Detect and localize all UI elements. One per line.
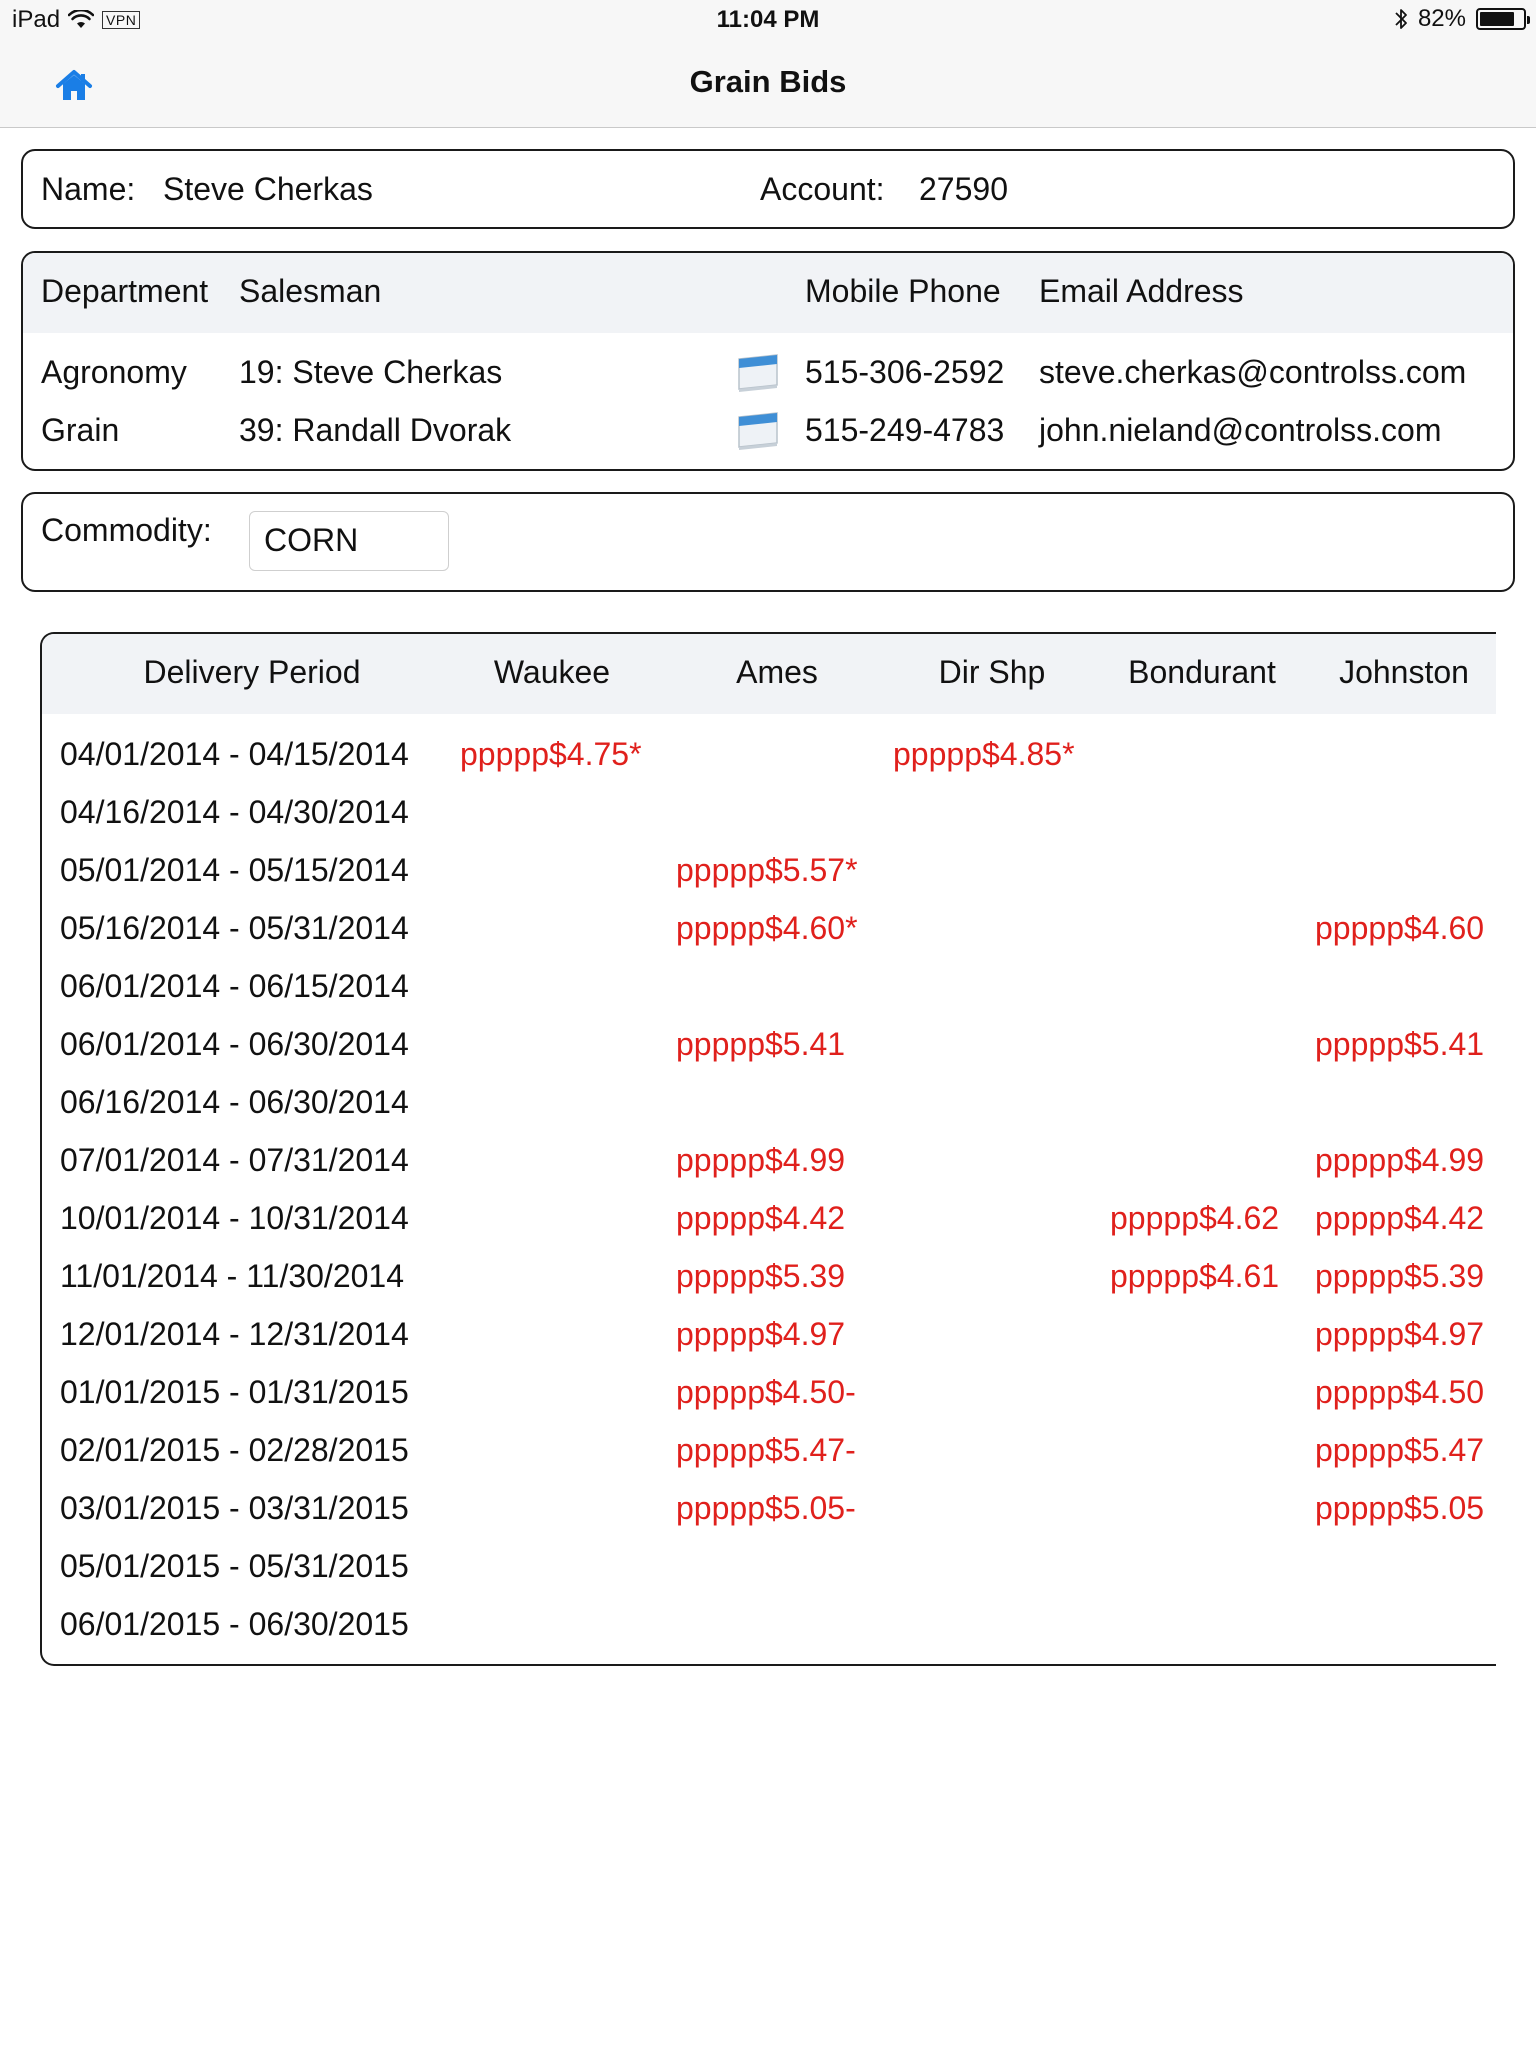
battery-icon (1476, 8, 1526, 30)
bid-price-johnston: ppppp$4.42 (1315, 1200, 1485, 1236)
contact-department: Agronomy (41, 354, 187, 390)
bid-price-ames: ppppp$4.50- (676, 1374, 856, 1410)
commodity-selector[interactable]: CORN (249, 511, 449, 571)
table-row[interactable] (42, 1430, 1496, 1488)
bid-price-johnston: ppppp$5.47 (1315, 1432, 1485, 1468)
column-header-waukee: Waukee (493, 654, 611, 690)
bid-price-johnston: ppppp$5.41 (1315, 1026, 1485, 1062)
bid-price-johnston: ppppp$4.97 (1315, 1316, 1485, 1352)
contact-email[interactable]: steve.cherkas@controlss.com (1039, 354, 1467, 390)
bid-price-ames: ppppp$5.05- (676, 1490, 856, 1526)
table-row[interactable] (42, 1140, 1496, 1198)
contact-mobile[interactable]: 515-249-4783 (805, 412, 1005, 448)
delivery-period-cell: 06/01/2014 - 06/30/2014 (60, 1026, 409, 1062)
table-row[interactable] (42, 1372, 1496, 1430)
delivery-period-cell: 06/01/2015 - 06/30/2015 (60, 1606, 409, 1642)
delivery-period-cell: 10/01/2014 - 10/31/2014 (60, 1200, 409, 1236)
contact-card-icon[interactable] (736, 410, 780, 450)
bid-price-johnston: ppppp$4.99 (1315, 1142, 1485, 1178)
bid-price-ames: ppppp$5.41 (676, 1026, 846, 1062)
status-time: 11:04 PM (716, 6, 820, 33)
table-row[interactable] (42, 1604, 1496, 1662)
column-header-ames: Ames (736, 654, 818, 690)
table-row[interactable] (42, 792, 1496, 850)
table-row[interactable] (42, 1082, 1496, 1140)
header-salesman: Salesman (239, 273, 382, 309)
table-row[interactable] (42, 1546, 1496, 1604)
table-row[interactable] (42, 734, 1496, 792)
bid-price-johnston: ppppp$5.05 (1315, 1490, 1485, 1526)
account-label: Account: (760, 171, 885, 207)
contact-card-icon[interactable] (736, 352, 780, 392)
delivery-period-cell: 05/01/2014 - 05/15/2014 (60, 852, 409, 888)
name-label: Name: (41, 171, 136, 207)
bids-table[interactable] (40, 632, 1496, 1666)
customer-panel (21, 149, 1515, 229)
bid-price-ames: ppppp$4.60* (676, 910, 858, 946)
delivery-period-cell: 04/01/2014 - 04/15/2014 (60, 736, 409, 772)
commodity-label: Commodity: (41, 512, 212, 548)
bid-price-waukee: ppppp$4.75* (460, 736, 642, 772)
contact-salesman[interactable]: 19: Steve Cherkas (239, 354, 503, 390)
table-row[interactable] (42, 1198, 1496, 1256)
bid-price-johnston: ppppp$4.50 (1315, 1374, 1485, 1410)
table-row[interactable] (42, 850, 1496, 908)
delivery-period-cell: 03/01/2015 - 03/31/2015 (60, 1490, 409, 1526)
delivery-period-cell: 02/01/2015 - 02/28/2015 (60, 1432, 409, 1468)
commodity-panel (21, 492, 1515, 592)
delivery-period-cell: 04/16/2014 - 04/30/2014 (60, 794, 409, 830)
nav-bar (0, 40, 1536, 128)
column-header-johnston: Johnston (1339, 654, 1469, 690)
table-row[interactable] (42, 966, 1496, 1024)
bid-price-ames: ppppp$5.39 (676, 1258, 846, 1294)
contacts-panel (21, 251, 1515, 471)
delivery-period-cell: 06/16/2014 - 06/30/2014 (60, 1084, 409, 1120)
column-header-bondurant: Bondurant (1128, 654, 1276, 690)
bid-price-ames: ppppp$5.47- (676, 1432, 856, 1468)
delivery-period-cell: 07/01/2014 - 07/31/2014 (60, 1142, 409, 1178)
account-number: 27590 (919, 171, 1008, 207)
bid-price-ames: ppppp$4.42 (676, 1200, 846, 1236)
delivery-period-cell: 05/16/2014 - 05/31/2014 (60, 910, 409, 946)
table-row[interactable] (42, 1256, 1496, 1314)
bids-table-header (42, 634, 1496, 714)
bid-price-ames: ppppp$4.99 (676, 1142, 846, 1178)
contact-salesman[interactable]: 39: Randall Dvorak (239, 412, 512, 448)
bid-price-dirshp: ppppp$4.85* (893, 736, 1075, 772)
header-email: Email Address (1039, 273, 1244, 309)
bid-price-bondurant: ppppp$4.62 (1110, 1200, 1280, 1236)
table-row[interactable] (42, 1024, 1496, 1082)
header-department: Department (41, 273, 209, 309)
battery-percent: 82% (1417, 5, 1466, 32)
battery-fill (1480, 12, 1514, 26)
delivery-period-cell: 06/01/2014 - 06/15/2014 (60, 968, 409, 1004)
page-title: Grain Bids (689, 64, 847, 99)
vpn-badge: VPN (102, 11, 140, 29)
bid-price-ames: ppppp$4.97 (676, 1316, 846, 1352)
table-row[interactable] (42, 908, 1496, 966)
column-header-dir-shp: Dir Shp (938, 654, 1046, 690)
status-right (1394, 5, 1526, 33)
column-header-delivery-period: Delivery Period (143, 654, 361, 690)
delivery-period-cell: 01/01/2015 - 01/31/2015 (60, 1374, 409, 1410)
bid-price-bondurant: ppppp$4.61 (1110, 1258, 1280, 1294)
delivery-period-cell: 11/01/2014 - 11/30/2014 (60, 1258, 404, 1294)
bid-price-johnston: ppppp$4.60 (1315, 910, 1485, 946)
delivery-period-cell: 05/01/2015 - 05/31/2015 (60, 1548, 409, 1584)
contact-email[interactable]: john.nieland@controlss.com (1039, 412, 1442, 448)
header-mobile-phone: Mobile Phone (805, 273, 1001, 309)
table-row[interactable] (42, 1314, 1496, 1372)
contact-mobile[interactable]: 515-306-2592 (805, 354, 1005, 390)
delivery-period-cell: 12/01/2014 - 12/31/2014 (60, 1316, 409, 1352)
bid-price-johnston: ppppp$5.39 (1315, 1258, 1485, 1294)
bid-price-ames: ppppp$5.57* (676, 852, 858, 888)
customer-name: Steve Cherkas (163, 171, 373, 207)
contact-department: Grain (41, 412, 120, 448)
status-bar (0, 0, 1536, 40)
device-name: iPad (12, 6, 61, 33)
table-row[interactable] (42, 1488, 1496, 1546)
bluetooth-icon (1394, 7, 1408, 31)
